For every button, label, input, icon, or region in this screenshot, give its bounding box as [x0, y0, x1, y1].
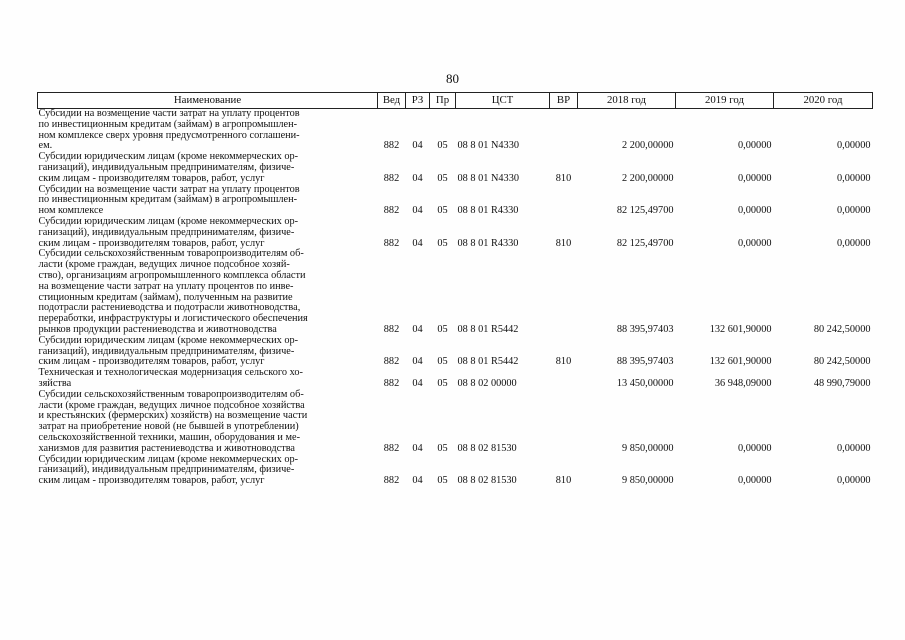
- row-pr: 05: [437, 237, 448, 249]
- table-row: [38, 249, 873, 335]
- header-name: Наименование: [38, 93, 378, 109]
- row-vr: [550, 390, 578, 455]
- row-2018: 82 125,49700: [616, 205, 674, 217]
- row-2018: 13 450,00000: [616, 377, 674, 389]
- row-vr: [550, 185, 578, 217]
- row-vr: 810: [555, 172, 572, 184]
- row-2018: 9 850,00000: [622, 475, 674, 487]
- row-2019: 0,00000: [738, 442, 772, 454]
- row-ved: 882: [383, 140, 400, 152]
- row-vr: 810: [555, 237, 572, 249]
- row-2020: 80 242,50000: [813, 323, 871, 335]
- row-vr: [550, 109, 578, 153]
- row-2020: 0,00000: [837, 205, 871, 217]
- row-rz: 04: [412, 475, 423, 487]
- row-rz: 04: [412, 356, 423, 368]
- row-2018: 88 395,97403: [616, 323, 674, 335]
- row-name-text: Субсидии юридическим лицам (кроме некоммерческих ор- ганизаций), индивидуальным предпринимателям, физиче- ским лицам - производителям товаров, работ, услуг: [38, 453, 299, 487]
- row-pr: 05: [437, 172, 448, 184]
- row-2019: 0,00000: [738, 237, 772, 249]
- row-cst: 08 8 02 81530: [457, 475, 517, 487]
- row-pr: 05: [437, 475, 448, 487]
- row-name: [38, 152, 378, 184]
- row-ved: 882: [383, 172, 400, 184]
- row-name: [38, 390, 378, 455]
- table-row: [38, 455, 873, 487]
- row-ved: 882: [383, 475, 400, 487]
- row-2019: 0,00000: [738, 140, 772, 152]
- row-2020: 0,00000: [837, 237, 871, 249]
- row-pr: 05: [437, 377, 448, 389]
- row-ved: 882: [383, 205, 400, 217]
- row-2020: 48 990,79000: [813, 377, 871, 389]
- row-2019: 132 601,90000: [709, 356, 772, 368]
- page-number: 80: [446, 71, 459, 86]
- row-2019: 0,00000: [738, 475, 772, 487]
- table-row: [38, 368, 873, 390]
- header-ved: Вед: [378, 93, 406, 109]
- row-2019: 36 948,09000: [714, 377, 772, 389]
- row-cst: 08 8 02 81530: [457, 442, 517, 454]
- row-ved: 882: [383, 377, 400, 389]
- row-pr: 05: [437, 442, 448, 454]
- row-name-text: Техническая и технологическая модернизация сельского хо- зяйства: [38, 367, 303, 389]
- header-2018: 2018 год: [578, 93, 676, 109]
- row-name: [38, 185, 378, 217]
- row-pr: 05: [437, 323, 448, 335]
- row-rz: 04: [412, 442, 423, 454]
- row-name-text: Субсидии юридическим лицам (кроме некоммерческих ор- ганизаций), индивидуальным предпринимателям, физиче- ским лицам - производителям товаров, работ, услуг: [38, 215, 299, 249]
- row-2018: 88 395,97403: [616, 356, 674, 368]
- row-cst: 08 8 01 R4330: [457, 205, 519, 217]
- row-pr: 05: [437, 205, 448, 217]
- row-rz: 04: [412, 140, 423, 152]
- row-ved: 882: [383, 237, 400, 249]
- row-cst: 08 8 01 R5442: [457, 323, 519, 335]
- budget-table: [37, 92, 873, 487]
- header-pr: Пр: [430, 93, 456, 109]
- row-vr: [550, 368, 578, 390]
- row-name-text: Субсидии на возмещение части затрат на уплату процентов по инвестиционным кредитам (займам) в агропромышлен- ном комплексе сверх уровня предусмотренного соглашени- ем.: [38, 108, 300, 152]
- row-2018: 9 850,00000: [622, 442, 674, 454]
- row-2018: 2 200,00000: [622, 172, 674, 184]
- row-rz: 04: [412, 237, 423, 249]
- row-name-text: Субсидии сельскохозяйственным товаропроизводителям об- ласти (кроме граждан, ведущих личное подсобное хозяйства и крестьянских (фермерских) хозяйств) на возмещение части затрат на приобретение новой (не бывшей в употреблении) сельскохозяйственной техники, машин, оборудования и ме- ханизмов для развития растениеводства и животноводства: [38, 388, 308, 454]
- row-2018: 2 200,00000: [622, 140, 674, 152]
- row-vr: [550, 249, 578, 335]
- row-2019: 132 601,90000: [709, 323, 772, 335]
- header-rz: РЗ: [406, 93, 430, 109]
- header-2020: 2020 год: [774, 93, 873, 109]
- row-ved: 882: [383, 442, 400, 454]
- row-rz: 04: [412, 323, 423, 335]
- row-name-text: Субсидии сельскохозяйственным товаропроизводителям об- ласти (кроме граждан, ведущих личное подсобное хозяй- ство), организациям агропромышленного комплекса области на возмещение части затрат на уплату процентов по инве- стиционным кредитам (займам), полученным на развитие подотрасли растениеводства и подотрасли животноводства, переработки, инфраструктуры и логистического обеспечения рынков продукции растениеводства и животноводства: [38, 248, 308, 335]
- row-cst: 08 8 02 00000: [457, 377, 517, 389]
- row-pr: 05: [437, 140, 448, 152]
- row-rz: 04: [412, 205, 423, 217]
- table-row: [38, 390, 873, 455]
- row-name: [38, 455, 378, 487]
- table-row: [38, 152, 873, 184]
- header-cst: ЦСТ: [456, 93, 550, 109]
- table-header: [38, 93, 873, 109]
- row-name-text: Субсидии на возмещение части затрат на уплату процентов по инвестиционным кредитам (займам) в агропромышлен- ном комплексе: [38, 183, 300, 217]
- table-row: [38, 336, 873, 368]
- row-2020: 80 242,50000: [813, 356, 871, 368]
- table-row: [38, 109, 873, 153]
- header-vr: ВР: [550, 93, 578, 109]
- row-name: [38, 109, 378, 153]
- row-2020: 0,00000: [837, 442, 871, 454]
- row-cst: 08 8 01 R5442: [457, 356, 519, 368]
- row-2020: 0,00000: [837, 172, 871, 184]
- table-row: [38, 217, 873, 249]
- row-rz: 04: [412, 377, 423, 389]
- row-2019: 0,00000: [738, 205, 772, 217]
- table-body: [38, 109, 873, 487]
- row-2020: 0,00000: [837, 475, 871, 487]
- row-cst: 08 8 01 R4330: [457, 237, 519, 249]
- row-name-text: Субсидии юридическим лицам (кроме некоммерческих ор- ганизаций), индивидуальным предпринимателям, физиче- ским лицам - производителям товаров, работ, услуг: [38, 151, 299, 184]
- row-vr: 810: [555, 475, 572, 487]
- row-pr: 05: [437, 356, 448, 368]
- row-2020: 0,00000: [837, 140, 871, 152]
- row-name: [38, 217, 378, 249]
- row-rz: 04: [412, 172, 423, 184]
- row-vr: 810: [555, 356, 572, 368]
- header-2019: 2019 год: [676, 93, 774, 109]
- row-name: [38, 368, 378, 390]
- table-row: [38, 185, 873, 217]
- row-name: [38, 336, 378, 368]
- row-name: [38, 249, 378, 335]
- row-cst: 08 8 01 N4330: [457, 172, 519, 184]
- row-2018: 82 125,49700: [616, 237, 674, 249]
- row-ved: 882: [383, 356, 400, 368]
- row-name-text: Субсидии юридическим лицам (кроме некоммерческих ор- ганизаций), индивидуальным предпринимателям, физиче- ским лицам - производителям товаров, работ, услуг: [38, 334, 299, 368]
- row-2019: 0,00000: [738, 172, 772, 184]
- row-cst: 08 8 01 N4330: [457, 140, 519, 152]
- row-ved: 882: [383, 323, 400, 335]
